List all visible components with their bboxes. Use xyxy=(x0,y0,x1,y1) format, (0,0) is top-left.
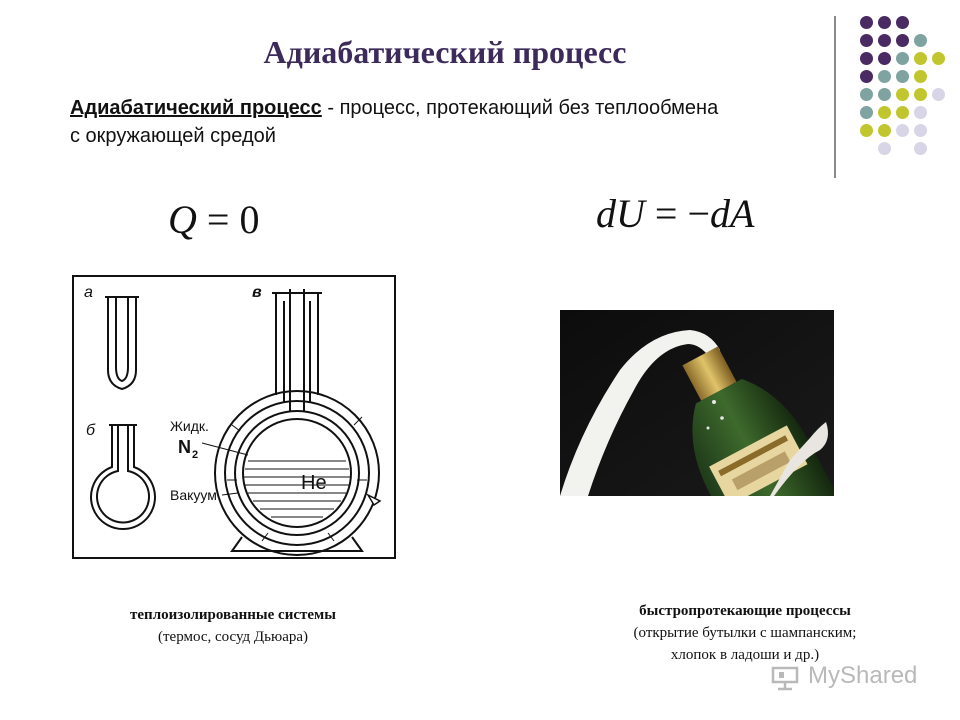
decor-dot xyxy=(860,34,873,47)
decor-dot xyxy=(878,88,891,101)
decor-dot xyxy=(914,124,927,137)
decor-dot xyxy=(914,106,927,119)
caption-left xyxy=(70,604,396,648)
decor-dot xyxy=(860,88,873,101)
diagram-label-n2-sub: 2 xyxy=(192,449,199,461)
diagram-label-n2: N xyxy=(178,437,191,457)
slide-title: Адиабатический процесс xyxy=(263,34,627,70)
champagne-photo xyxy=(560,310,834,496)
caption-right-line2: хлопок в ладоши и др.) xyxy=(670,647,820,663)
caption-right-title: быстропротекающие процессы xyxy=(639,603,851,619)
watermark-text: MyShared xyxy=(808,662,918,689)
decor-dot xyxy=(878,106,891,119)
diagram-label-a: а xyxy=(84,284,93,301)
formula-du-da xyxy=(596,190,754,237)
projector-icon xyxy=(770,662,800,692)
decor-dot xyxy=(914,142,927,155)
formula-du-symbol: dU xyxy=(596,191,645,236)
decor-dot xyxy=(896,124,909,137)
formula-da-symbol: dA xyxy=(710,191,755,236)
decor-dot xyxy=(914,52,927,65)
decor-dot xyxy=(914,34,927,47)
formula-du-equals: = − xyxy=(644,191,711,236)
watermark xyxy=(770,660,930,694)
decor-dot xyxy=(860,70,873,83)
formula-q-equals: = 0 xyxy=(196,197,260,242)
decor-dot xyxy=(860,16,873,29)
decor-dot xyxy=(896,70,909,83)
diagram-frame xyxy=(73,276,395,558)
formula-q-symbol: Q xyxy=(168,197,197,242)
decorative-divider xyxy=(834,16,836,178)
diagram-label-he: He xyxy=(301,472,327,494)
diagram-label-liquid: Жидк. xyxy=(170,418,209,434)
decor-dot xyxy=(896,88,909,101)
decor-dot xyxy=(860,106,873,119)
droplet xyxy=(707,427,710,430)
decor-dot xyxy=(896,34,909,47)
decor-dot xyxy=(896,16,909,29)
decor-dot xyxy=(860,124,873,137)
decor-dot xyxy=(878,142,891,155)
dewar-vessel-diagram xyxy=(72,275,396,559)
decor-dot xyxy=(878,16,891,29)
decor-dot xyxy=(878,52,891,65)
caption-left-subtitle: (термос, сосуд Дьюара) xyxy=(157,629,309,645)
decor-dot xyxy=(878,124,891,137)
decor-dot xyxy=(860,52,873,65)
diagram-label-vacuum: Вакуум xyxy=(170,487,217,503)
decor-dot xyxy=(896,52,909,65)
droplet xyxy=(712,400,716,404)
caption-left-title: теплоизолированные системы xyxy=(130,607,336,623)
diagram-label-v: в xyxy=(252,284,262,301)
decor-dot xyxy=(896,106,909,119)
caption-right xyxy=(560,600,930,666)
droplet xyxy=(720,416,724,420)
definition-text xyxy=(70,94,720,150)
caption-right-line1: (открытие бутылки с шампанским; xyxy=(633,625,857,641)
decor-dot xyxy=(878,70,891,83)
decor-dot xyxy=(914,70,927,83)
decor-dot xyxy=(878,34,891,47)
decor-dot xyxy=(914,88,927,101)
definition-term: Адиабатический процесс xyxy=(70,97,322,119)
decor-dot xyxy=(932,88,945,101)
definition-body: - процесс, протекающий без теплообмена с окружающей средой xyxy=(70,97,719,147)
formula-q-zero xyxy=(168,196,259,243)
decorative-dot-grid xyxy=(852,14,952,154)
diagram-label-b: б xyxy=(86,422,95,439)
decor-dot xyxy=(932,52,945,65)
